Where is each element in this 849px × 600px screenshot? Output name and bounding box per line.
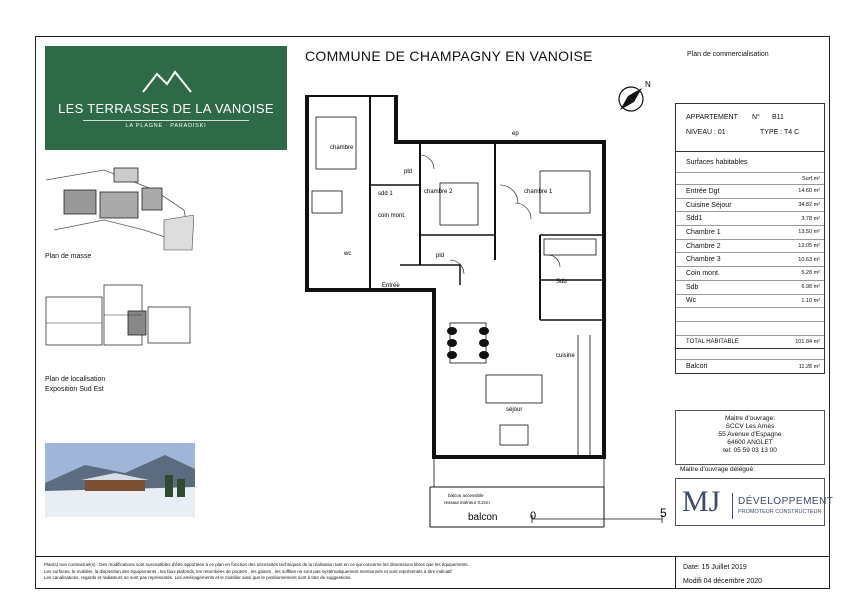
brand-name: LES TERRASSES DE LA VANOISE <box>58 101 274 116</box>
surface-row <box>676 281 824 295</box>
delegate-label: Maitre d'ouvrage délégué: <box>680 466 755 473</box>
room-label-coin: coin mont. <box>378 213 406 219</box>
surfaces-title: Surfaces habitables <box>686 159 748 166</box>
dates-block <box>683 561 762 589</box>
apartment-number: B11 <box>772 114 784 121</box>
room-label-cuisine: cuisine <box>556 353 575 359</box>
surface-name: Chambre 3 <box>686 256 721 264</box>
surface-name: Chambre 2 <box>686 242 721 250</box>
disclaimer-line: Plan(s) non contractuel(s) . Des modifications sont susceptibles d'être apportées à ce plan en fonction des nécessités techniques de la réalisation tant en ce qui concerne les dimensions libres que les équipements. <box>44 562 469 567</box>
surface-value: 6.98 m² <box>801 284 820 291</box>
balcon-label: Balcon <box>686 363 708 371</box>
owner-line: 64600 ANGLET <box>727 439 773 446</box>
blank-row <box>676 322 824 336</box>
balcon-value: 11.28 m² <box>798 363 820 370</box>
pld-label: pld <box>404 169 413 175</box>
surface-name: Chambre 1 <box>686 228 721 236</box>
unit-label: Surf.m² <box>801 175 820 182</box>
surface-row <box>676 267 824 281</box>
surface-value: 14.60 m² <box>798 188 820 195</box>
plan-label: Plan de commercialisation <box>687 51 769 58</box>
surface-value: 12.05 m² <box>798 243 820 250</box>
surface-row <box>676 295 824 309</box>
room-label-sdd1: sdd 1 <box>378 191 393 197</box>
room-label-chambre1: chambre 1 <box>524 189 553 195</box>
surface-value: 1.10 m² <box>801 297 820 304</box>
room-label-chambre2: chambre 2 <box>424 189 453 195</box>
surface-name: Sdb <box>686 283 699 291</box>
apartment-table <box>675 103 825 374</box>
brand-logo <box>45 46 287 150</box>
room-label-entree: Entrée <box>382 283 400 289</box>
room-label-wc: wc <box>344 251 352 257</box>
mj-divider <box>732 493 733 519</box>
surface-row <box>676 199 824 213</box>
surface-value: 34.82 m² <box>798 202 820 209</box>
type-label: TYPE : T4 C <box>760 129 800 136</box>
balcony-note: ressaut intérieur 0.2cm <box>444 500 490 505</box>
surface-value: 10.63 m² <box>798 256 820 263</box>
surface-value: 13.50 m² <box>798 229 820 236</box>
blank-row <box>676 308 824 322</box>
surface-name: Cuisine Séjour <box>686 201 732 209</box>
owner-box <box>675 410 825 465</box>
apartment-header <box>676 104 824 152</box>
surfaces-header <box>676 152 824 173</box>
mj-letters: MJ <box>682 485 721 518</box>
surface-value: 3.78 m² <box>801 215 820 222</box>
surface-row <box>676 240 824 254</box>
disclaimer <box>44 562 669 582</box>
owner-line: 55 Avenue d'Espagne <box>718 431 782 438</box>
apartment-no-label: N° <box>752 114 760 121</box>
blank-row <box>676 349 824 360</box>
surface-name: Entrée Dgt <box>686 187 720 195</box>
floor-plan <box>300 95 672 532</box>
room-label-sejour: séjour <box>506 407 523 413</box>
ep-label: ep <box>512 131 519 137</box>
surface-row <box>676 212 824 226</box>
mj-logo <box>675 478 834 526</box>
masse-label: Plan de masse <box>45 253 92 260</box>
surface-name: Sdd1 <box>686 215 703 223</box>
modif-line: Modifi 04 décembre 2020 <box>683 578 762 585</box>
building-photo <box>45 443 195 517</box>
mountain-icon <box>141 66 193 94</box>
room-label-balcon: balcon <box>468 512 498 523</box>
total-row <box>676 336 824 350</box>
owner-line: Maitre d'ouvrage: <box>724 415 776 422</box>
disclaimer-line: Les surfaces, le mobilier, la disposition des équipements , les faux plafonds, les retombées de poutres , les gaines , les soffites ne sont pas systématiquement mentionnés et sont représentés à titre indicatif <box>44 568 452 574</box>
scale-zero: 0 <box>530 510 537 522</box>
date-line: Date: 15 Juillet 2019 <box>683 564 747 571</box>
room-label-chambre: chambre <box>330 145 354 151</box>
apartment-label: APPARTEMENT <box>686 114 738 121</box>
niveau-label: NIVEAU : 01 <box>686 129 726 136</box>
disclaimer-line: Les canalisations, regards et radiateurs ne sont pas représentés. Les aménagements et le mobilier ainsi que le positionnement sont à titre de suggestions. <box>44 575 352 581</box>
exposition-label: Exposition Sud Est <box>45 386 104 393</box>
surface-name: Wc <box>686 297 697 305</box>
mj-name: DÉVELOPPEMENT <box>738 496 834 507</box>
surface-row <box>676 185 824 199</box>
surface-value: 5.28 m² <box>801 270 820 277</box>
owner-line: tel: 05 59 03 13 00 <box>723 447 777 454</box>
owner-line: SCCV Les Arnès <box>725 423 775 430</box>
surface-row <box>676 226 824 240</box>
total-label: TOTAL HABITABLE <box>686 338 739 345</box>
location-label: Plan de localisation <box>45 376 106 383</box>
scale-five: 5 <box>660 506 667 520</box>
brand-rule <box>83 120 249 121</box>
brand-subtitle: LA PLAGNE · PARADISKI <box>125 123 207 129</box>
surface-name: Coin mont. <box>686 269 720 277</box>
svg-text:N: N <box>645 80 651 89</box>
balcony-note: balcon accessible <box>448 493 484 498</box>
footer-divider <box>675 556 676 589</box>
surface-row <box>676 253 824 267</box>
site-plan-sketch <box>44 160 194 255</box>
location-plan-sketch <box>44 283 194 351</box>
mj-tagline: PROMOTEUR CONSTRUCTEUR <box>738 509 822 515</box>
total-value: 101.84 m² <box>795 338 820 345</box>
room-label-sdb: Sdb <box>556 279 567 285</box>
pld-label: pld <box>436 253 445 259</box>
unit-row <box>676 173 824 185</box>
page-title: COMMUNE DE CHAMPAGNY EN VANOISE <box>305 48 593 64</box>
balcon-row <box>676 360 824 373</box>
